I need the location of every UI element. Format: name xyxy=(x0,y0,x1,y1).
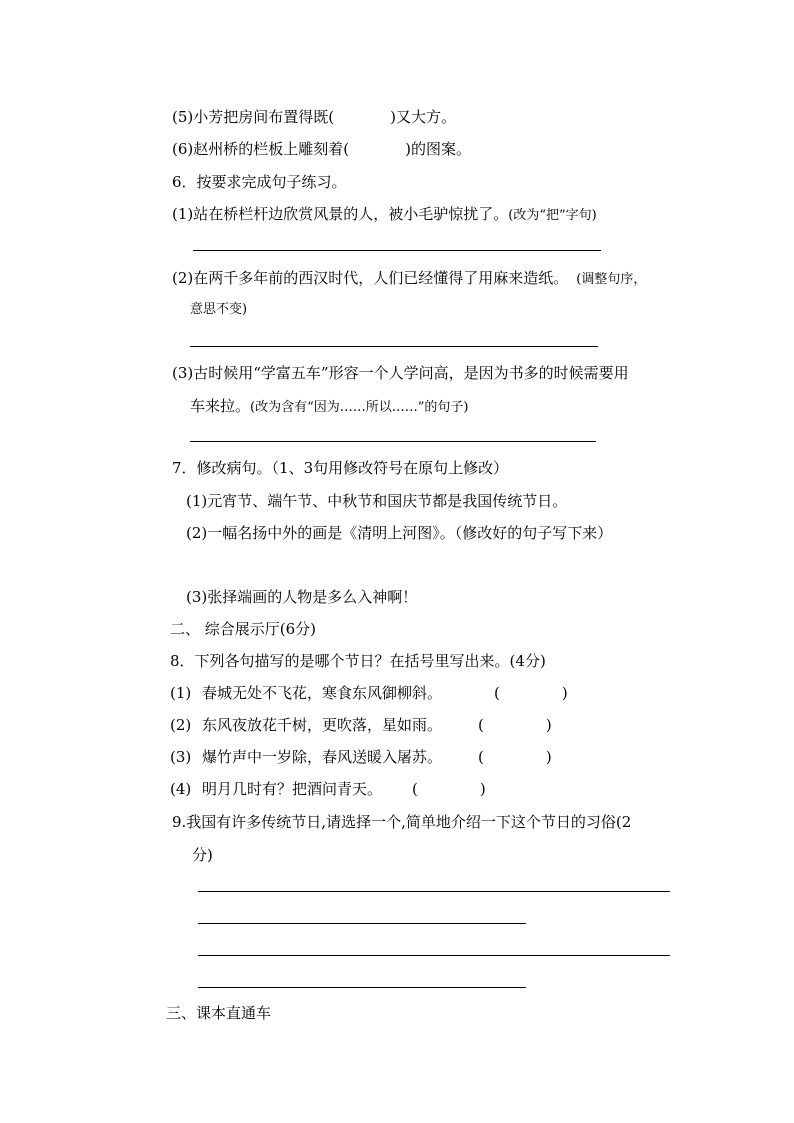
section-3-title: 三、课本直通车 xyxy=(166,1004,272,1022)
q6-sentence-3: (3)古时候用“学富五车”形容一个人学问高，是因为书多的时候需要用 xyxy=(172,364,629,382)
answer-line[interactable] xyxy=(198,987,526,988)
q6-sentence-2-note: (调整句序， xyxy=(576,272,647,287)
q8-item-4 xyxy=(170,780,382,798)
answer-paren-4[interactable]: ( ) xyxy=(412,780,486,798)
fill-blank-5-after: )又大方。 xyxy=(390,108,456,126)
q8-item-num: (3) xyxy=(170,748,192,766)
q8-item-num: (4) xyxy=(170,780,192,798)
q7-sentence-1: (1)元宵节、端午节、中秋节和国庆节都是我国传统节日。 xyxy=(186,492,568,510)
q8-item-1 xyxy=(170,684,442,702)
q7-sentence-3: (3)张择端画的人物是多么入神啊！ xyxy=(186,588,418,606)
answer-line[interactable] xyxy=(198,923,526,924)
q8-item-num: (2) xyxy=(170,716,192,734)
q6-sentence-3-cont xyxy=(190,397,468,417)
q6-sentence-3-text: 车来拉。 xyxy=(190,397,251,415)
answer-line[interactable] xyxy=(198,891,670,892)
question-6-title: 6．按要求完成句子练习。 xyxy=(172,173,347,191)
answer-line[interactable] xyxy=(190,441,596,442)
q6-sentence-3-note: (改为含有“因为……所以……”的句子) xyxy=(250,400,469,415)
q8-item-3 xyxy=(170,748,442,766)
fill-blank-5-before: (5)小芳把房间布置得既( xyxy=(172,108,335,126)
answer-paren-2[interactable]: ( ) xyxy=(478,716,552,734)
q8-item-text: 爆竹声中一岁除，春风送暖入屠苏。 xyxy=(202,748,443,766)
fill-blank-6-before: (6)赵州桥的栏板上雕刻着( xyxy=(172,140,350,158)
answer-line[interactable] xyxy=(190,346,598,347)
question-9-text: 9.我国有许多传统节日,请选择一个,简单地介绍一下这个节日的习俗(2 xyxy=(172,813,632,831)
q6-sentence-1 xyxy=(172,205,597,225)
fill-blank-6-after: )的图案。 xyxy=(405,140,471,158)
section-2-title: 二、 综合展示厅(6分) xyxy=(170,620,317,638)
question-9-text-cont: 分) xyxy=(192,846,213,864)
question-7-title: 7．修改病句。（1、3句用修改符号在原句上修改） xyxy=(172,459,509,477)
fill-blank-5 xyxy=(172,108,456,126)
q8-item-num: (1) xyxy=(170,684,192,702)
q6-sentence-2-text: (2)在两千多年前的西汉时代，人们已经懂得了用麻来造纸。 xyxy=(172,269,569,287)
answer-paren-3[interactable]: ( ) xyxy=(478,748,552,766)
q6-sentence-1-note: (改为“把”字句) xyxy=(508,208,597,223)
question-8-title: 8．下列各句描写的是哪个节日？在括号里写出来。(4分) xyxy=(170,652,546,670)
q7-sentence-2: (2)一幅名扬中外的画是《清明上河图》。（修改好的句子写下来） xyxy=(186,524,613,542)
answer-line[interactable] xyxy=(193,250,601,251)
answer-paren-1[interactable]: ( ) xyxy=(494,684,568,702)
fill-blank-6 xyxy=(172,140,471,158)
q8-item-text: 东风夜放花千树，更吹落，星如雨。 xyxy=(202,716,443,734)
q8-item-2 xyxy=(170,716,442,734)
q6-sentence-1-text: (1)站在桥栏杆边欣赏风景的人，被小毛驴惊扰了。 xyxy=(172,205,509,223)
answer-line[interactable] xyxy=(198,955,670,956)
q8-item-text: 春城无处不飞花，寒食东风御柳斜。 xyxy=(202,684,443,702)
q8-item-text: 明月几时有？把酒问青天。 xyxy=(202,780,383,798)
q6-sentence-2-note-cont: 意思不变) xyxy=(190,302,248,317)
q6-sentence-2 xyxy=(172,269,646,289)
